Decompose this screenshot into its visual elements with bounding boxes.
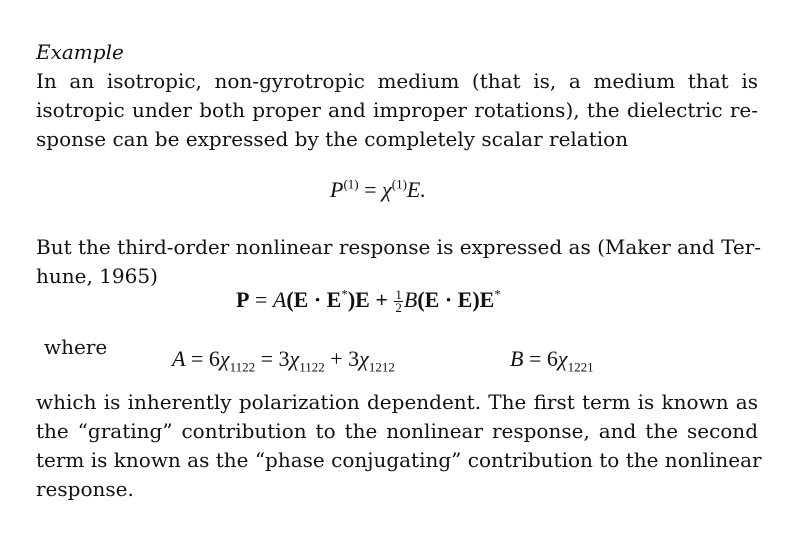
eq1-rhs: E. bbox=[406, 177, 426, 202]
eq3-chi-4: χ bbox=[557, 346, 568, 371]
para3-line-2: the “grating” contribution to the nonlinear response, and the second bbox=[36, 419, 758, 443]
eq3-chi-2: χ bbox=[289, 346, 300, 371]
equation-coefficient-B bbox=[510, 346, 594, 375]
eq1-chi: χ bbox=[382, 177, 392, 202]
eq2-B: B bbox=[403, 287, 418, 312]
eq3-chi-1: χ bbox=[219, 346, 230, 371]
equation-nonlinear bbox=[236, 287, 501, 314]
para3-line-4: response. bbox=[36, 477, 134, 501]
equation-linear bbox=[330, 177, 426, 203]
equation-coefficients-A bbox=[172, 346, 395, 375]
eq3-plus: + 3 bbox=[330, 346, 360, 371]
eq1-lhs: P bbox=[330, 177, 344, 202]
eq3-sub-2: 1122 bbox=[299, 359, 325, 375]
eq2-frac-num: 1 bbox=[395, 287, 402, 303]
eq3-sub-3: 1212 bbox=[368, 359, 395, 375]
para2-line-2: hune, 1965) bbox=[36, 264, 158, 288]
eq3-eqB: = 6 bbox=[528, 346, 558, 371]
eq3-A: A bbox=[172, 346, 186, 371]
eq3-chi-3: χ bbox=[359, 346, 369, 371]
eq3-sub-4: 1221 bbox=[567, 359, 594, 375]
para3-line-3: term is known as the “phase conjugating” contribution to the nonlinear bbox=[36, 448, 762, 472]
para1-line-1: In an isotropic, non-gyrotropic medium (that is, a medium that is bbox=[36, 69, 758, 93]
eq2-term1: (E · E bbox=[286, 287, 342, 312]
eq2-A: A bbox=[272, 287, 287, 312]
eq3-mid: = 3 bbox=[260, 346, 290, 371]
example-heading: Example bbox=[36, 40, 124, 64]
eq3-B: B bbox=[510, 346, 524, 371]
eq2-equals: = bbox=[254, 287, 268, 312]
eq1-equals: = bbox=[364, 177, 377, 202]
eq2-frac-den: 2 bbox=[395, 300, 402, 316]
para3-line-1: which is inherently polarization dependent. The first term is known as bbox=[36, 390, 758, 414]
eq1-lhs-sup: (1) bbox=[343, 176, 359, 192]
eq2-fraction bbox=[394, 289, 403, 314]
eq2-term2: )E + bbox=[347, 287, 388, 312]
eq2-star: * bbox=[341, 286, 348, 302]
eq1-chi-sup: (1) bbox=[391, 176, 407, 192]
para1-line-3: sponse can be expressed by the completely scalar relation bbox=[36, 127, 629, 151]
where-label: where bbox=[44, 335, 108, 359]
eq3-eqA: = 6 bbox=[190, 346, 220, 371]
para1-line-2: isotropic under both proper and improper rotations), the dielectric re- bbox=[36, 98, 758, 122]
eq3-sub-1: 1122 bbox=[229, 359, 256, 375]
eq2-P: P bbox=[236, 287, 250, 312]
para2-line-1: But the third-order nonlinear response is expressed as (Maker and Ter- bbox=[36, 235, 762, 259]
eq2-star2: * bbox=[494, 286, 501, 302]
eq2-term3: (E · E)E bbox=[417, 287, 495, 312]
